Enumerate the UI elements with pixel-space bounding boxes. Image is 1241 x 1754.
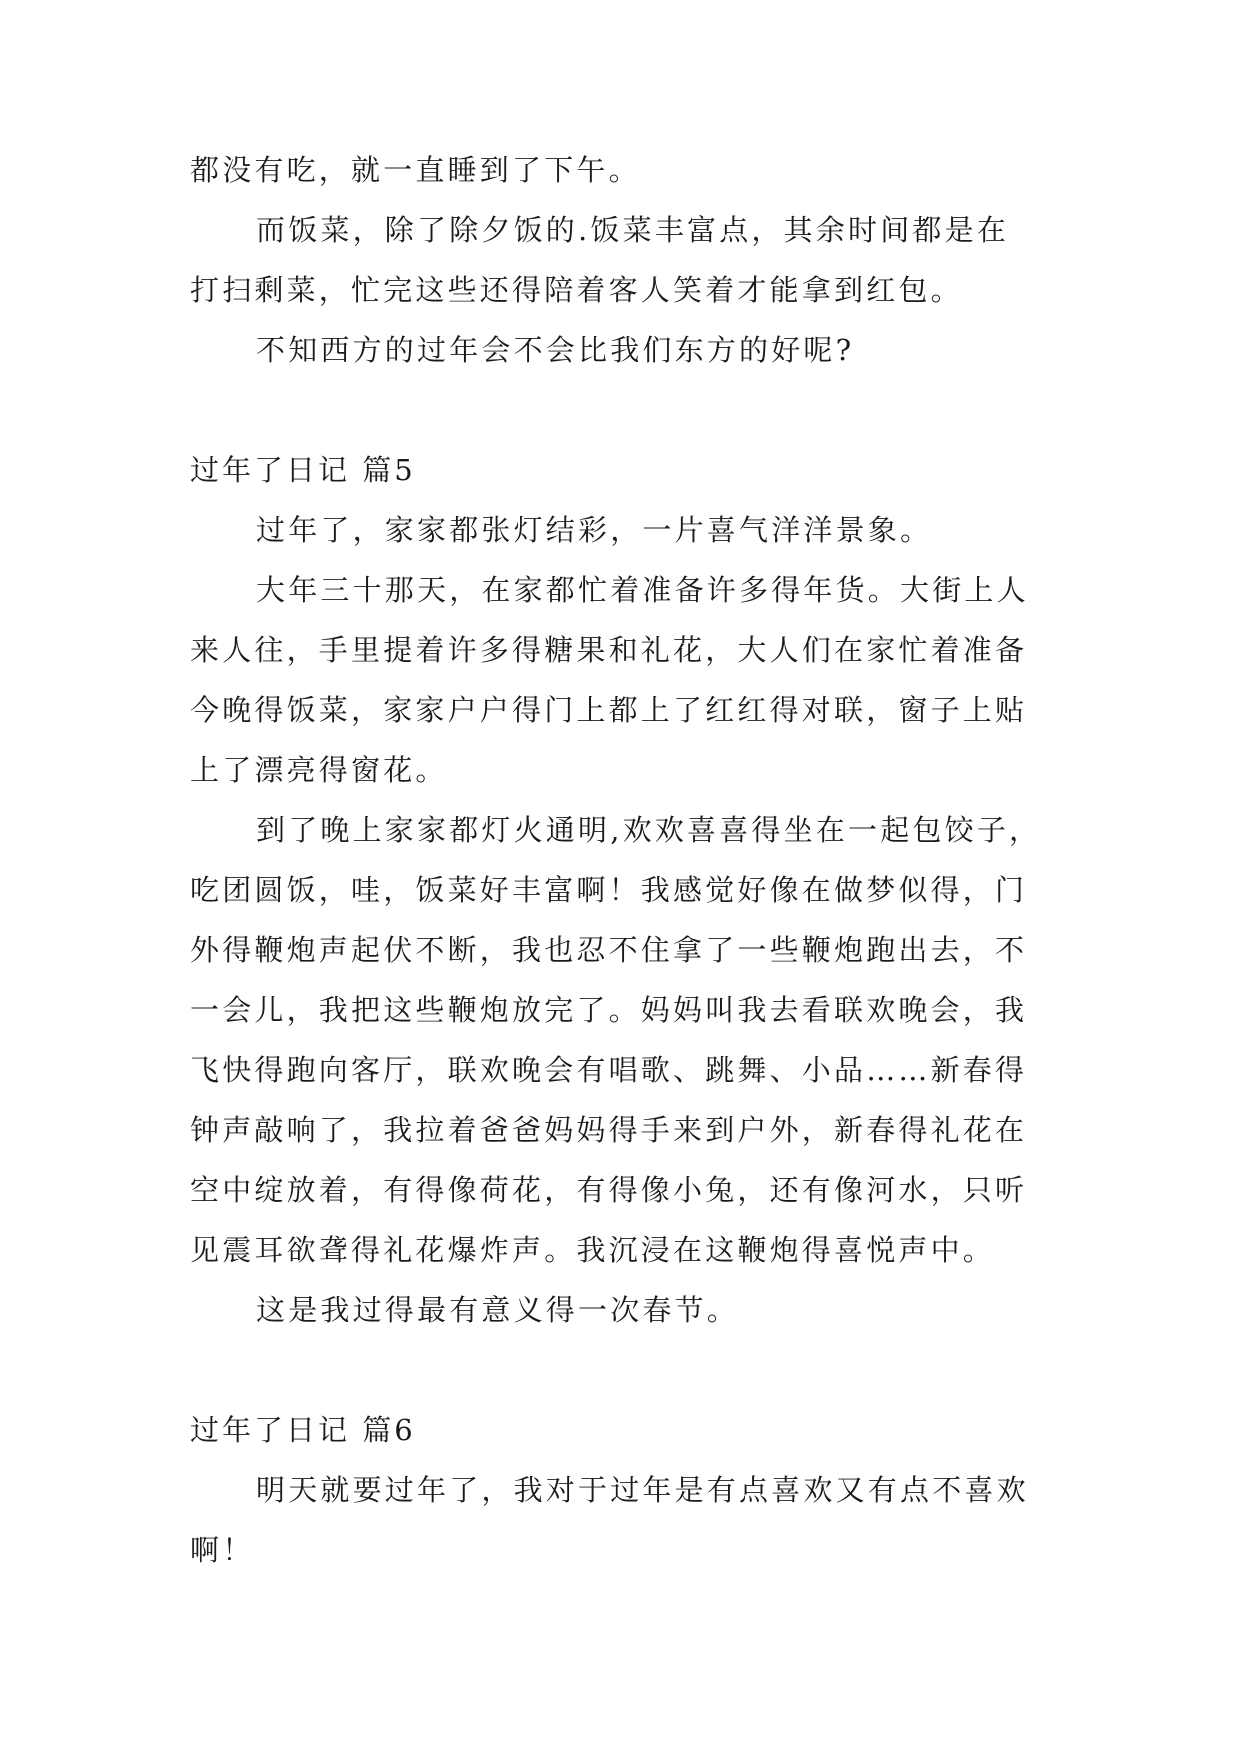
paragraph-line: 飞快得跑向客厅，联欢晚会有唱歌、跳舞、小品……新春得 — [190, 1053, 1028, 1087]
paragraph-line: 打扫剩菜，忙完这些还得陪着客人笑着才能拿到红包。 — [190, 273, 963, 307]
paragraph-line: 不知西方的过年会不会比我们东方的好呢? — [256, 333, 855, 367]
paragraph-line: 明天就要过年了，我对于过年是有点喜欢又有点不喜欢 — [256, 1473, 1029, 1507]
paragraph-line: 外得鞭炮声起伏不断，我也忍不住拿了一些鞭炮跑出去，不 — [190, 933, 1028, 967]
paragraph-line: 都没有吃，就一直睡到了下午。 — [190, 153, 641, 187]
paragraph-line: 这是我过得最有意义得一次春节。 — [256, 1293, 740, 1327]
paragraph-line: 过年了，家家都张灯结彩，一片喜气洋洋景象。 — [256, 513, 933, 547]
paragraph-line: 空中绽放着，有得像荷花，有得像小兔，还有像河水，只听 — [190, 1173, 1028, 1207]
paragraph-line: 一会儿，我把这些鞭炮放完了。妈妈叫我去看联欢晚会，我 — [190, 993, 1028, 1027]
paragraph-line: 上了漂亮得窗花。 — [190, 753, 448, 787]
section-gap — [190, 1340, 1050, 1400]
paragraph-line: 啊！ — [190, 1533, 255, 1567]
paragraph-line: 来人往，手里提着许多得糖果和礼花，大人们在家忙着准备 — [190, 633, 1028, 667]
document-page — [190, 140, 1050, 1580]
paragraph-line: 吃团圆饭，哇，饭菜好丰富啊！我感觉好像在做梦似得，门 — [190, 873, 1028, 907]
paragraph-line: 钟声敲响了，我拉着爸爸妈妈得手来到户外，新春得礼花在 — [190, 1113, 1028, 1147]
section-gap — [190, 380, 1050, 440]
section-heading: 过年了日记 篇6 — [190, 1413, 416, 1447]
paragraph-line: 见震耳欲聋得礼花爆炸声。我沉浸在这鞭炮得喜悦声中。 — [190, 1233, 996, 1267]
paragraph-line: 而饭菜，除了除夕饭的.饭菜丰富点，其余时间都是在 — [256, 213, 1010, 247]
section-heading: 过年了日记 篇5 — [190, 453, 416, 487]
paragraph-line: 今晚得饭菜，家家户户得门上都上了红红得对联，窗子上贴 — [190, 693, 1028, 727]
paragraph-line: 到了晚上家家都灯火通明,欢欢喜喜得坐在一起包饺子， — [256, 813, 1042, 847]
paragraph-line: 大年三十那天，在家都忙着准备许多得年货。大街上人 — [256, 573, 1029, 607]
